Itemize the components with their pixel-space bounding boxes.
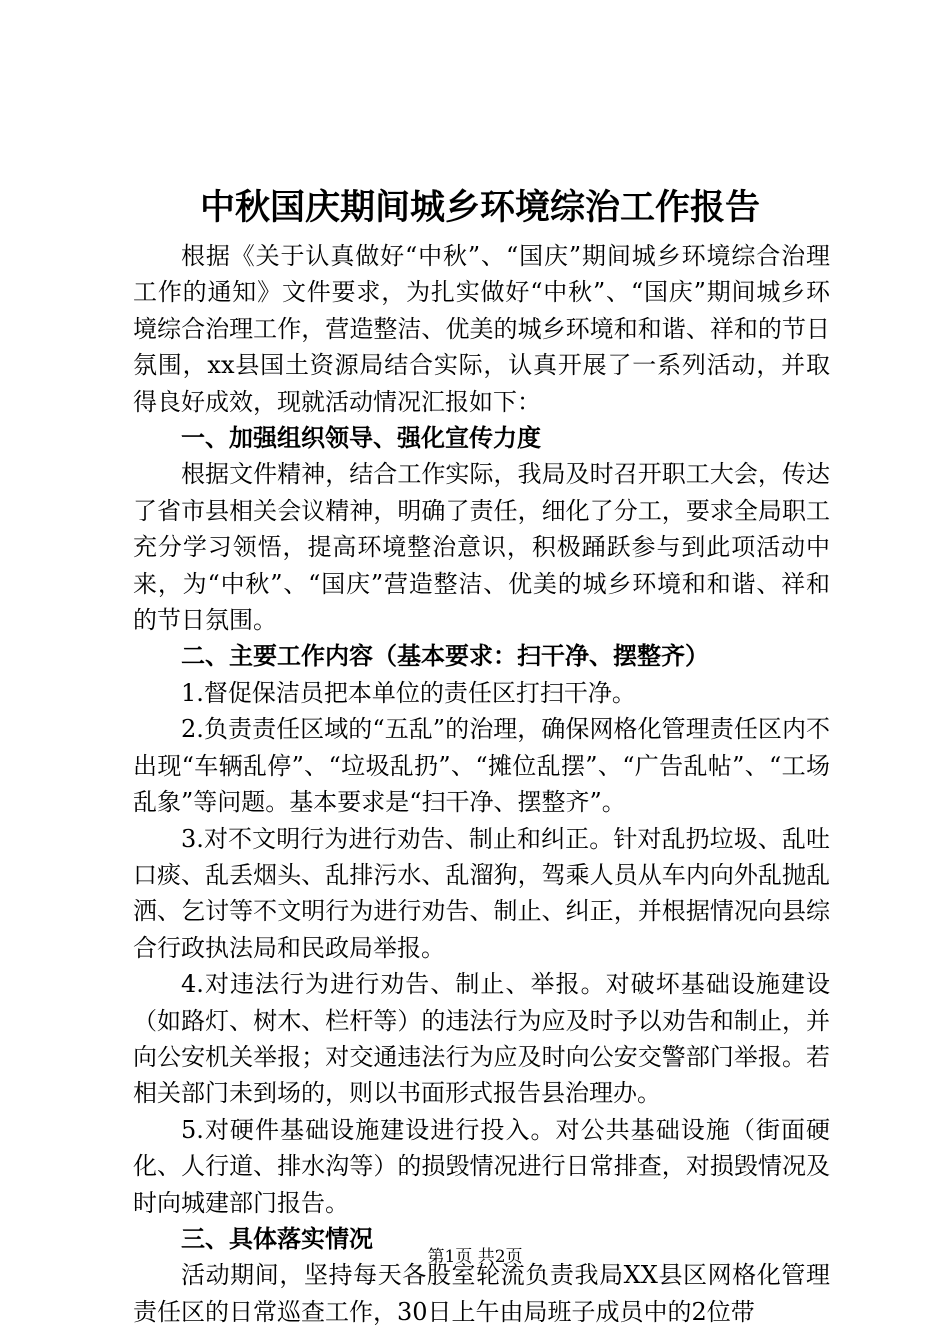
work-item-5: 5.对硬件基础设施建设进行投入。对公共基础设施（街面硬化、人行道、排水沟等）的损毁情况进行日常排查，对损毁情况及时向城建部门报告。: [133, 1115, 830, 1217]
section-1-paragraph: 根据文件精神，结合工作实际，我局及时召开职工大会，传达了省市县相关会议精神，明确了责任，细化了分工，要求全局职工充分学习领悟，提高环境整治意识，积极踊跃参与到此项活动中来，为“中秋”、“国庆”营造整洁、优美的城乡环境和和谐、祥和的节日氛围。: [133, 460, 830, 635]
work-item-1: 1.督促保洁员把本单位的责任区打扫干净。: [181, 678, 636, 707]
page-number: 第1页 共2页: [427, 1247, 523, 1267]
section-heading-2: 二、主要工作内容（基本要求：扫干净、摆整齐）: [181, 641, 709, 671]
document-title: 中秋国庆期间城乡环境综治工作报告: [199, 187, 760, 228]
work-item-2: 2.负责责任区域的“五乱”的治理，确保网格化管理责任区内不出现“车辆乱停”、“垃圾乱扔”、“摊位乱摆”、“广告乱帖”、“工场乱象”等问题。基本要求是“扫干净、摆整齐”。: [133, 715, 830, 817]
section-heading-3: 三、具体落实情况: [181, 1223, 373, 1253]
section-heading-1: 一、加强组织领导、强化宣传力度: [181, 423, 541, 453]
section-3-paragraph: 活动期间，坚持每天各股室轮流负责我局XX县区网格化管理责任区的日常巡查工作，30日上午由局班子成员中的2位带: [133, 1261, 830, 1326]
work-item-4: 4.对违法行为进行劝告、制止、举报。对破坏基础设施建设（如路灯、树木、栏杆等）的违法行为应及时予以劝告和制止，并向公安机关举报；对交通违法行为应及时向公安交警部门举报。若相关部门未到场的，则以书面形式报告县治理办。: [133, 970, 830, 1108]
document-body: [133, 238, 830, 1330]
intro-paragraph: 根据《关于认真做好“中秋”、“国庆”期间城乡环境综合治理工作的通知》文件要求，为扎实做好“中秋”、“国庆”期间城乡环境综合治理工作，营造整洁、优美的城乡环境和和谐、祥和的节日氛围，xx县国土资源局结合实际，认真开展了一系列活动，并取得良好成效，现就活动情况汇报如下：: [133, 242, 830, 416]
work-item-3: 3.对不文明行为进行劝告、制止和纠正。针对乱扔垃圾、乱吐口痰、乱丢烟头、乱排污水、乱溜狗，驾乘人员从车内向外乱抛乱洒、乞讨等不文明行为进行劝告、制止、纠正，并根据情况向县综合行政执法局和民政局举报。: [133, 824, 830, 962]
